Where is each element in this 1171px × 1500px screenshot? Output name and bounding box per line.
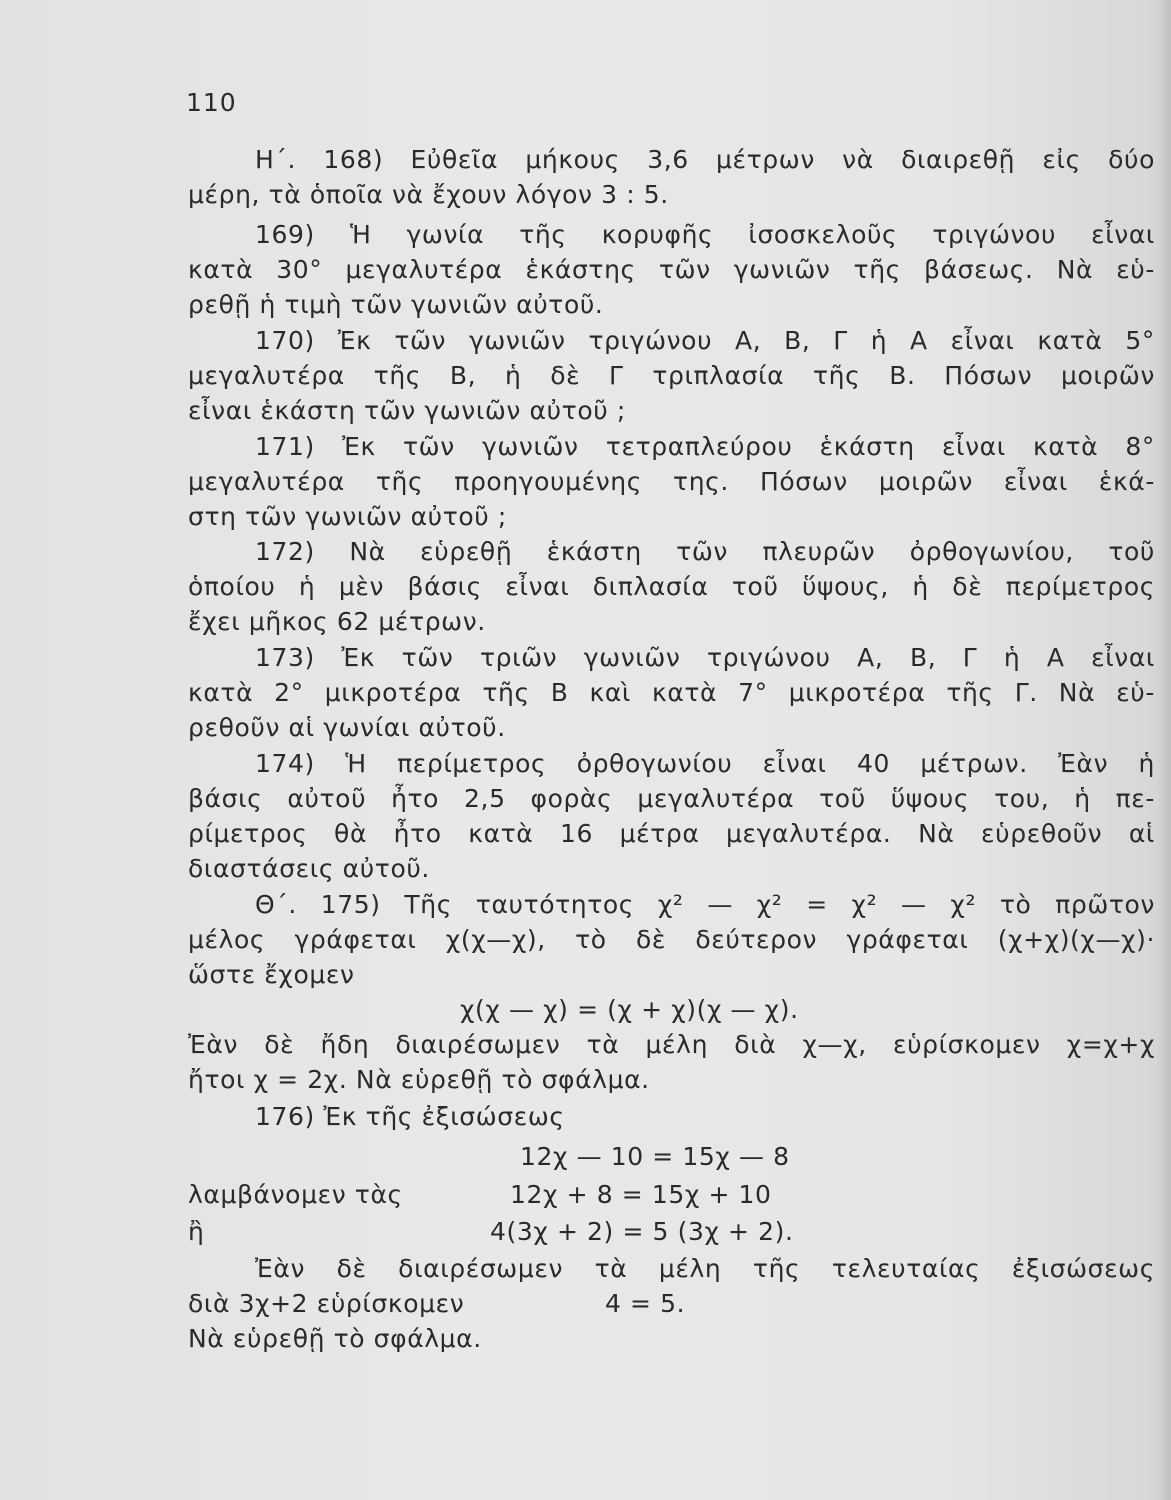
text-line: ἔχει μῆκος 62 μέτρων. [188,607,486,636]
text-line: 172) Νὰ εὑρεθῇ ἑκάστη τῶν πλευρῶν ὀρθογωνίου, τοῦ [255,537,1155,566]
text-line: μέλος γράφεται χ(χ—χ), τὸ δὲ δεύτερον γράφεται (χ+χ)(χ—χ)· [188,925,1155,954]
text-line: βάσις αὐτοῦ ἦτο 2,5 φορὰς μεγαλυτέρα τοῦ ὕψους του, ἡ πε- [188,784,1155,813]
text-line: ρεθῇ ἡ τιμὴ τῶν γωνιῶν αὐτοῦ. [188,290,604,319]
equation-line: 4 = 5. [605,1289,686,1318]
text-line: Η΄. 168) Εὐθεῖα μήκους 3,6 μέτρων νὰ διαιρεθῇ εἰς δύο [255,145,1155,174]
equation-line: 12χ — 10 = 15χ — 8 [520,1142,790,1171]
text-line: ὥστε ἔχομεν [188,960,355,989]
equation-line: χ(χ — χ) = (χ + χ)(χ — χ). [460,995,799,1024]
text-line: κατὰ 2° μικροτέρα τῆς Β καὶ κατὰ 7° μικροτέρα τῆς Γ. Νὰ εὑ- [188,678,1155,707]
equation-line: 12χ + 8 = 15χ + 10 [510,1180,772,1209]
text-line: ὁποίου ἡ μὲν βάσις εἶναι διπλασία τοῦ ὕψους, ἡ δὲ περίμετρος [188,572,1155,601]
text-line: 174) Ἡ περίμετρος ὀρθογωνίου εἶναι 40 μέτρων. Ἐὰν ἡ [255,749,1155,778]
page-edge-shadow [1157,0,1171,1500]
equation-line: 4(3χ + 2) = 5 (3χ + 2). [490,1217,794,1246]
text-line: Θ΄. 175) Τῆς ταυτότητος χ² — χ² = χ² — χ² τὸ πρῶτον [255,890,1155,919]
text-line: 170) Ἐκ τῶν γωνιῶν τριγώνου Α, Β, Γ ἡ Α εἶναι κατὰ 5° [255,326,1155,355]
text-line: 169) Ἡ γωνία τῆς κορυφῆς ἰσοσκελοῦς τριγώνου εἶναι [255,220,1155,249]
text-line: Ἐὰν δὲ ἤδη διαιρέσωμεν τὰ μέλη διὰ χ—χ, εὑρίσκομεν χ=χ+χ [188,1030,1155,1059]
page-number: 110 [186,88,237,117]
text-line: ρεθοῦν αἱ γωνίαι αὐτοῦ. [188,713,506,742]
text-line: ἤτοι χ = 2χ. Νὰ εὑρεθῇ τὸ σφάλμα. [188,1065,650,1094]
text-line: Νὰ εὑρεθῇ τὸ σφάλμα. [188,1324,482,1353]
text-line: 176) Ἐκ τῆς ἐξισώσεως [255,1102,565,1131]
text-line: στη τῶν γωνιῶν αὐτοῦ ; [188,502,507,531]
text-line: μεγαλυτέρα τῆς προηγουμένης της. Πόσων μοιρῶν εἶναι ἑκά- [188,467,1155,496]
text-line: μέρη, τὰ ὁποῖα νὰ ἔχουν λόγον 3 : 5. [188,180,669,209]
text-line: 173) Ἐκ τῶν τριῶν γωνιῶν τριγώνου Α, Β, Γ ἡ Α εἶναι [255,643,1155,672]
text-line: ἢ [188,1217,205,1246]
text-line: διὰ 3χ+2 εὑρίσκομεν [188,1289,465,1318]
text-line: μεγαλυτέρα τῆς Β, ἡ δὲ Γ τριπλασία τῆς Β. Πόσων μοιρῶν [188,361,1155,390]
text-line: 171) Ἐκ τῶν γωνιῶν τετραπλεύρου ἑκάστη εἶναι κατὰ 8° [255,432,1155,461]
text-line: κατὰ 30° μεγαλυτέρα ἑκάστης τῶν γωνιῶν τῆς βάσεως. Νὰ εὑ- [188,255,1155,284]
text-line: ρίμετρος θὰ ἦτο κατὰ 16 μέτρα μεγαλυτέρα. Νὰ εὑρεθοῦν αἱ [188,819,1155,848]
text-line: εἶναι ἑκάστη τῶν γωνιῶν αὐτοῦ ; [188,396,626,425]
text-line: Ἐὰν δὲ διαιρέσωμεν τὰ μέλη τῆς τελευταίας ἐξισώσεως [255,1254,1155,1283]
text-line: λαμβάνομεν τὰς [188,1180,403,1209]
text-line: διαστάσεις αὐτοῦ. [188,854,430,883]
